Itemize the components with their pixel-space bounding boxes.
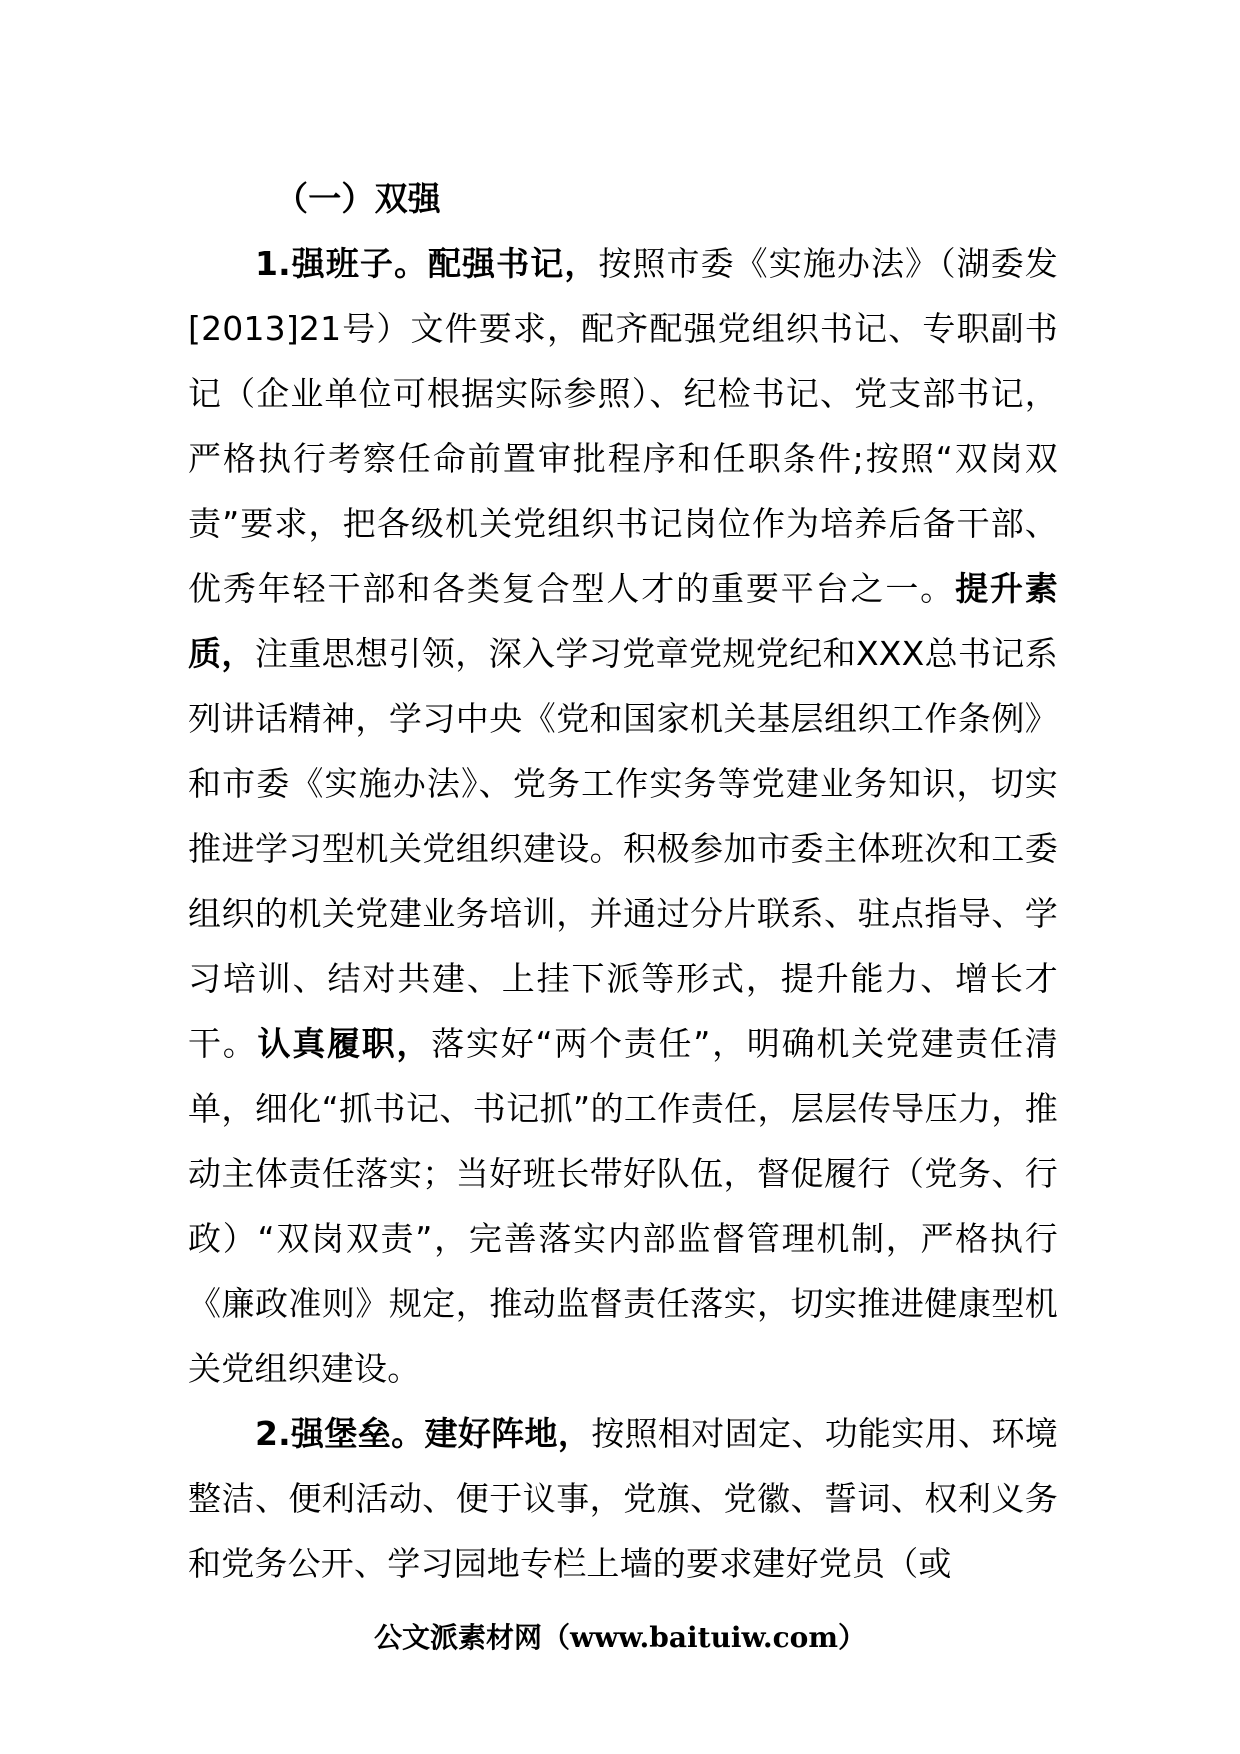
paragraph-2-text-1: 按照相对固定、功能实用、环境整洁、便利活动、便于议事，党旗、党徽、誓词、权利义务和党务公开、学习园地专栏上墙的要求建好党员（或 bbox=[188, 1414, 1059, 1583]
paragraph-2-keyword-1: 建好阵地， bbox=[424, 1414, 592, 1453]
paragraph-1-number: 1.强班子。 bbox=[255, 244, 429, 283]
paragraph-1-text-1: 按照市委《实施办法》（湖委发[2013]21号）文件要求，配齐配强党组织书记、专职副书记（企业单位可根据实际参照）、纪检书记、党支部书记，严格执行考察任命前置审批程序和任职条件;按照“双岗双责”要求，把各级机关党组织书记岗位作为培养后备干部、优秀年轻干部和各类复合型人才的重要平台之一。 bbox=[188, 244, 1059, 608]
section-heading: （一）双强 bbox=[275, 179, 441, 218]
paragraph-1 bbox=[188, 231, 1058, 1401]
paragraph-1-text-2: 注重思想引领，深入学习党章党规党纪和XXX总书记系列讲话精神，学习中央《党和国家机关基层组织工作条例》和市委《实施办法》、党务工作实务等党建业务知识，切实推进学习型机关党组织建设。积极参加市委主体班次和工委组织的机关党建业务培训，并通过分片联系、驻点指导、学习培训、结对共建、上挂下派等形式，提升能力、增长才干。 bbox=[188, 634, 1059, 1063]
paragraph-1-text-3: 落实好“两个责任”，明确机关党建责任清单，细化“抓书记、书记抓”的工作责任，层层传导压力，推动主体责任落实；当好班长带好队伍，督促履行（党务、行政）“双岗双责”，完善落实内部监督管理机制，严格执行《廉政准则》规定，推动监督责任落实，切实推进健康型机关党组织建设。 bbox=[188, 1024, 1058, 1388]
document-body bbox=[188, 166, 1058, 1596]
paragraph-1-keyword-3: 认真履职， bbox=[257, 1024, 432, 1063]
paragraph-1-keyword-2: 提升素质， bbox=[188, 569, 1058, 673]
paragraph-2-number: 2.强堡垒。 bbox=[255, 1414, 425, 1453]
paragraph-2 bbox=[188, 1401, 1058, 1596]
paragraph-1-keyword-1: 配强书记， bbox=[428, 244, 599, 283]
footer-watermark: 公文派素材网（www.baituiw.com） bbox=[374, 1621, 866, 1654]
